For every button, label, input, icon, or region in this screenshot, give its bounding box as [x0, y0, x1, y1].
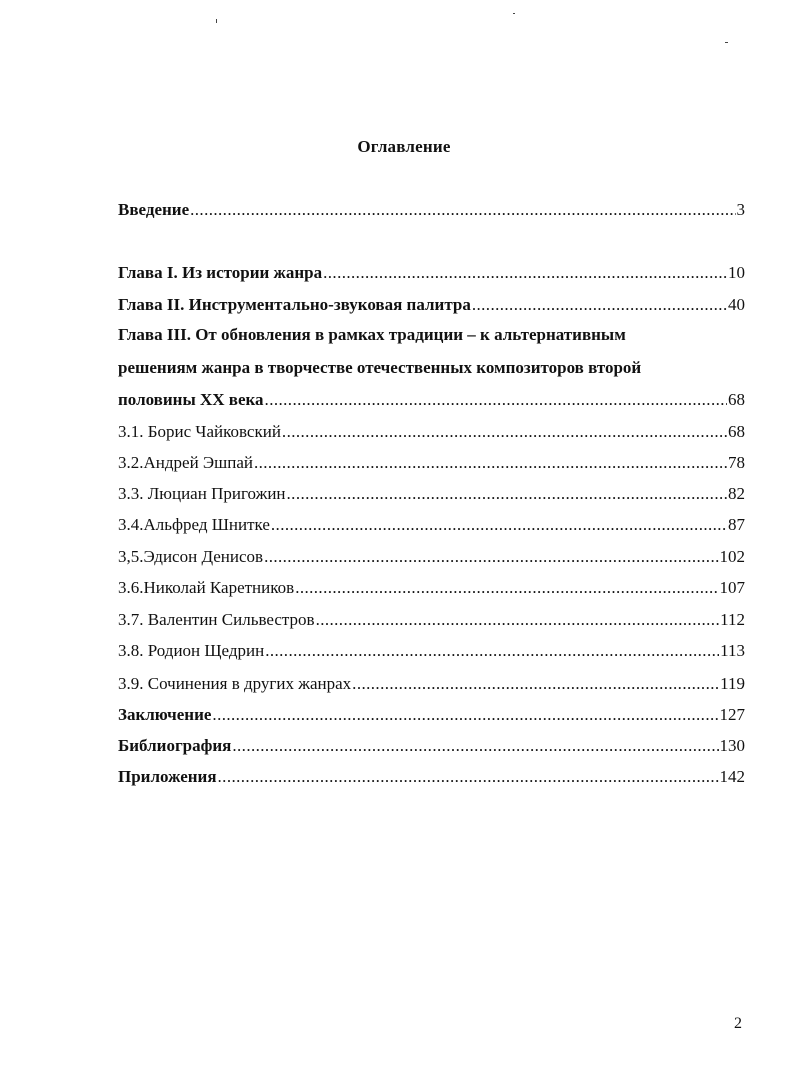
toc-entry-3-1[interactable]	[118, 421, 745, 443]
leader-dots	[232, 735, 718, 757]
toc-entry-3-5[interactable]	[118, 546, 745, 568]
toc-entry-page: 127	[719, 705, 745, 724]
toc-entry-3-6[interactable]	[118, 577, 745, 599]
toc-entry-label: 3.6.Николай Каретников	[118, 578, 295, 597]
toc-entry-page: 40	[728, 295, 745, 314]
toc-entry-page: 10	[728, 263, 745, 282]
toc-entry-label: 3.4.Альфред Шнитке	[118, 515, 270, 534]
toc-entry-page: 102	[719, 547, 745, 566]
toc-entry-3-9[interactable]	[118, 673, 745, 695]
toc-entry-label: Библиография	[118, 736, 232, 755]
leader-dots	[265, 640, 719, 662]
toc-entry-label: 3,5.Эдисон Денисов	[118, 547, 264, 566]
leader-dots	[218, 766, 719, 788]
leader-dots	[295, 577, 718, 599]
leader-dots	[264, 546, 718, 568]
toc-entry-conclusion[interactable]	[118, 704, 745, 726]
toc-entry-label: Глава II. Инструментально-звуковая палитра	[118, 295, 471, 314]
toc-entry-label: 3.2.Андрей Эшпай	[118, 453, 253, 472]
toc-entry-page: 68	[728, 390, 745, 409]
toc-entry-chapter-3-line-1[interactable]: Глава III. От обновления в рамках традиции – к альтернативным	[118, 325, 626, 344]
scan-speck	[216, 19, 217, 23]
toc-entry-page: 82	[728, 484, 745, 503]
page-number: 2	[734, 1015, 742, 1032]
toc-entry-page: 119	[720, 674, 745, 693]
toc-entry-label: Глава I. Из истории жанра	[118, 263, 323, 282]
toc-entry-label: половины XX века	[118, 390, 264, 409]
toc-entry-3-2[interactable]	[118, 452, 745, 474]
leader-dots	[212, 704, 718, 726]
toc-entry-label: Приложения	[118, 767, 217, 786]
toc-entry-3-4[interactable]	[118, 514, 745, 536]
toc-entry-page: 142	[719, 767, 745, 786]
scan-speck	[513, 13, 515, 14]
toc-entry-page: 112	[720, 610, 745, 629]
toc-entry-page: 107	[719, 578, 745, 597]
leader-dots	[323, 262, 727, 284]
leader-dots	[190, 199, 735, 221]
toc-entry-page: 87	[728, 515, 745, 534]
toc-entry-page: 78	[728, 453, 745, 472]
toc-entry-chapter-3-line-2[interactable]: решениям жанра в творчестве отечественных композиторов второй	[118, 358, 642, 377]
toc-entry-label: 3.7. Валентин Сильвестров	[118, 610, 315, 629]
toc-entry-introduction[interactable]	[118, 199, 745, 221]
toc-entry-3-8[interactable]	[118, 640, 745, 662]
toc-entry-3-3[interactable]	[118, 483, 745, 505]
leader-dots	[265, 389, 727, 411]
leader-dots	[287, 483, 727, 505]
toc-entry-label: 3.8. Родион Щедрин	[118, 641, 265, 660]
toc-entry-chapter-1[interactable]	[118, 262, 745, 284]
leader-dots	[254, 452, 727, 474]
toc-entry-label: Введение	[118, 200, 190, 219]
toc-entry-appendices[interactable]	[118, 766, 745, 788]
scan-speck	[725, 42, 728, 43]
toc-entry-page: 68	[728, 422, 745, 441]
toc-entry-page: 3	[736, 200, 745, 219]
toc-entry-label: 3.3. Люциан Пригожин	[118, 484, 286, 503]
toc-entry-bibliography[interactable]	[118, 735, 745, 757]
leader-dots	[316, 609, 720, 631]
leader-dots	[282, 421, 727, 443]
toc-entry-page: 130	[719, 736, 745, 755]
toc-entry-chapter-3[interactable]	[118, 389, 745, 411]
leader-dots	[352, 673, 719, 695]
toc-title: Оглавление	[357, 137, 451, 156]
toc-entry-page: 113	[720, 641, 745, 660]
toc-entry-3-7[interactable]	[118, 609, 745, 631]
leader-dots	[472, 294, 727, 316]
toc-entry-label: 3.9. Сочинения в других жанрах	[118, 674, 352, 693]
toc-entry-label: Заключение	[118, 705, 212, 724]
toc-entry-chapter-2[interactable]	[118, 294, 745, 316]
toc-entry-label: 3.1. Борис Чайковский	[118, 422, 281, 441]
leader-dots	[271, 514, 727, 536]
